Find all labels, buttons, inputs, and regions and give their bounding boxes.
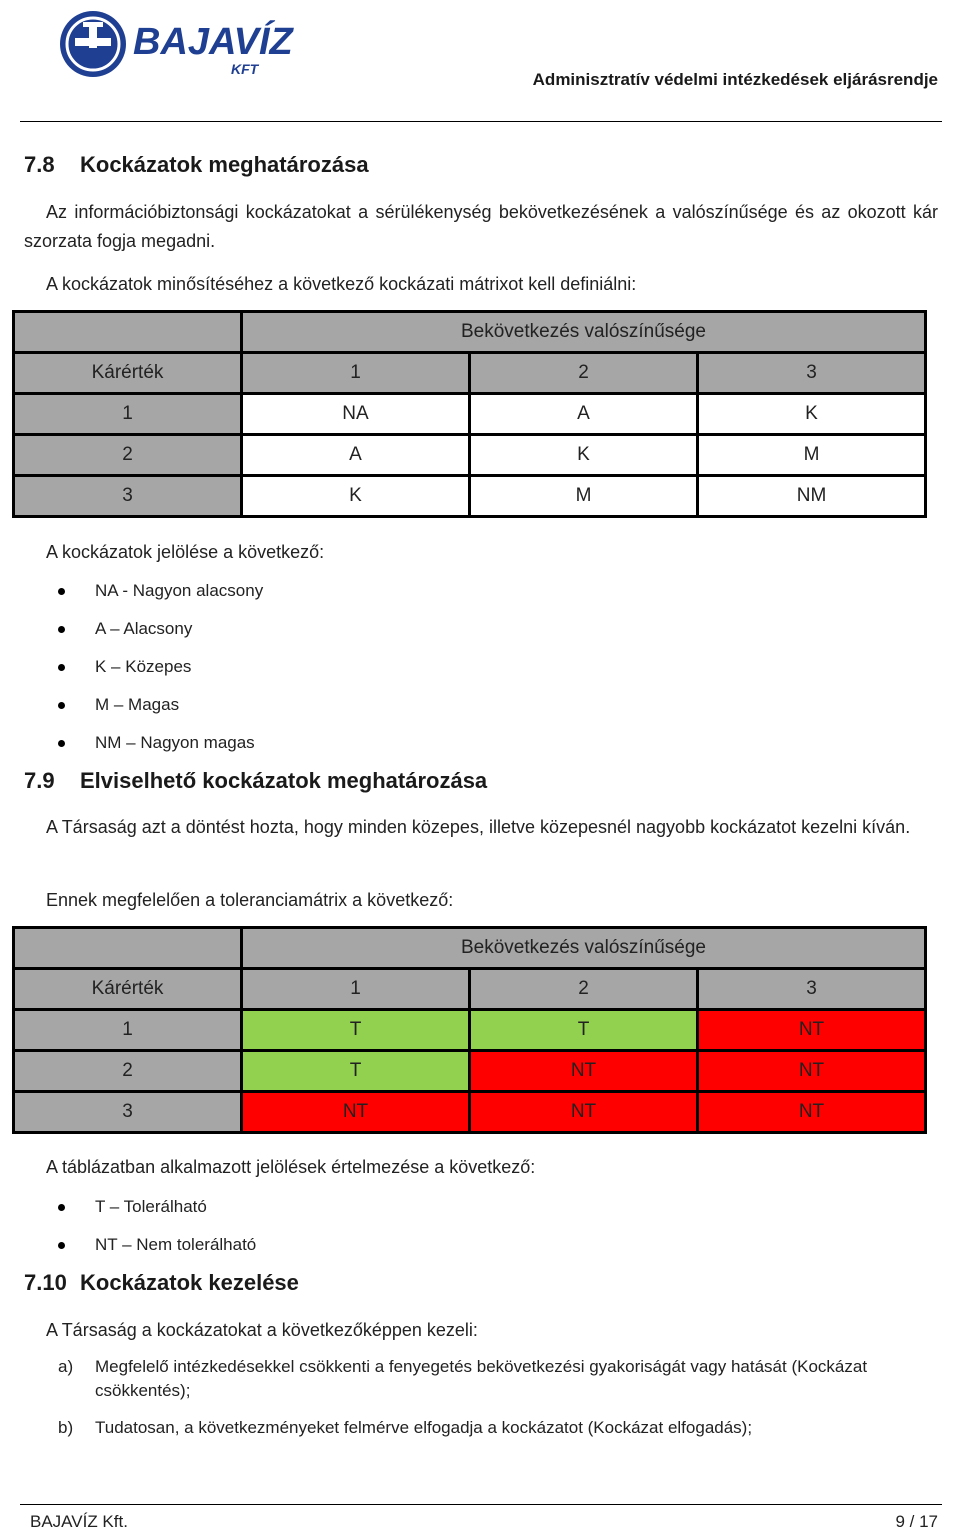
matrix-cell: NT xyxy=(242,1092,470,1133)
matrix-col-header: 3 xyxy=(698,353,926,394)
matrix-probability-header: Bekövetkezés valószínűsége xyxy=(242,312,926,353)
matrix-cell: M xyxy=(470,476,698,517)
header-divider xyxy=(20,121,942,122)
matrix-row-label: 1 xyxy=(14,394,242,435)
list-item: A – Alacsony xyxy=(58,618,263,656)
section-number: 7.9 xyxy=(24,768,55,793)
section-heading-7-8 xyxy=(24,152,369,178)
page-number: 9 / 17 xyxy=(895,1512,938,1531)
matrix-cell: T xyxy=(242,1010,470,1051)
company-logo xyxy=(55,8,295,80)
paragraph: A kockázatok minősítéséhez a következő kockázati mátrixot kell definiálni: xyxy=(46,274,637,294)
list-item: M – Magas xyxy=(58,694,263,732)
matrix-cell: M xyxy=(698,435,926,476)
tolerance-matrix xyxy=(12,926,927,1134)
matrix-col-header: 2 xyxy=(470,969,698,1010)
matrix-cell: K xyxy=(470,435,698,476)
matrix-cell: NA xyxy=(242,394,470,435)
list-item: NA - Nagyon alacsony xyxy=(58,580,263,618)
matrix-corner-cell xyxy=(14,928,242,969)
matrix-row-header: Kárérték xyxy=(14,969,242,1010)
paragraph: Az információbiztonsági kockázatokat a sérülékenység bekövetkezésének a valószínűsége és az okozott kár szorzata fogja megadni. xyxy=(24,202,938,251)
risk-legend-list xyxy=(58,580,263,770)
matrix-cell: A xyxy=(242,435,470,476)
handling-list xyxy=(58,1355,938,1453)
paragraph: A Társaság azt a döntést hozta, hogy minden közepes, illetve közepesnél nagyobb kockázatot kezelni kíván. xyxy=(46,817,911,837)
tolerance-legend-list xyxy=(58,1196,256,1272)
list-item: T – Tolerálható xyxy=(58,1196,256,1234)
list-marker: b) xyxy=(58,1418,74,1437)
matrix-cell: NM xyxy=(698,476,926,517)
section-title: Kockázatok meghatározása xyxy=(80,152,369,177)
risk-matrix xyxy=(12,310,927,518)
matrix-col-header: 1 xyxy=(242,353,470,394)
list-item-text: Megfelelő intézkedésekkel csökkenti a fenyegetés bekövetkezési gyakoriságát vagy hatását (Kockázat csökkentés); xyxy=(95,1357,868,1400)
paragraph: A kockázatok jelölése a következő: xyxy=(46,542,325,562)
matrix-row-header: Kárérték xyxy=(14,353,242,394)
matrix-cell: NT xyxy=(470,1092,698,1133)
list-marker: a) xyxy=(58,1357,74,1376)
matrix-col-header: 3 xyxy=(698,969,926,1010)
document-title: Adminisztratív védelmi intézkedések eljárásrendje xyxy=(532,70,938,89)
matrix-corner-cell xyxy=(14,312,242,353)
section-title: Elviselhető kockázatok meghatározása xyxy=(80,768,488,793)
matrix-row-label: 2 xyxy=(14,1051,242,1092)
matrix-cell: NT xyxy=(698,1051,926,1092)
section-number: 7.10 xyxy=(24,1270,67,1295)
svg-text:KFT: KFT xyxy=(231,61,259,77)
matrix-cell: T xyxy=(242,1051,470,1092)
section-title: Kockázatok kezelése xyxy=(80,1270,299,1295)
list-item xyxy=(58,1416,938,1440)
footer-divider xyxy=(20,1504,942,1505)
matrix-cell: NT xyxy=(698,1092,926,1133)
footer-company: BAJAVÍZ Kft. xyxy=(30,1512,128,1531)
matrix-cell: NT xyxy=(698,1010,926,1051)
matrix-row-label: 1 xyxy=(14,1010,242,1051)
list-item: K – Közepes xyxy=(58,656,263,694)
matrix-col-header: 2 xyxy=(470,353,698,394)
matrix-cell: T xyxy=(470,1010,698,1051)
section-heading-7-10 xyxy=(24,1270,299,1296)
matrix-row-label: 2 xyxy=(14,435,242,476)
list-item: NT – Nem tolerálható xyxy=(58,1234,256,1272)
matrix-cell: A xyxy=(470,394,698,435)
svg-text:BAJAVÍZ: BAJAVÍZ xyxy=(133,21,293,63)
paragraph: A Társaság a kockázatokat a következőképpen kezeli: xyxy=(46,1320,478,1340)
section-number: 7.8 xyxy=(24,152,55,177)
list-item xyxy=(58,1355,938,1403)
paragraph: Ennek megfelelően a toleranciamátrix a következő: xyxy=(46,890,454,910)
paragraph: A táblázatban alkalmazott jelölések értelmezése a következő: xyxy=(46,1157,536,1177)
matrix-col-header: 1 xyxy=(242,969,470,1010)
matrix-cell: NT xyxy=(470,1051,698,1092)
matrix-row-label: 3 xyxy=(14,476,242,517)
matrix-cell: K xyxy=(698,394,926,435)
list-item-text: Tudatosan, a következményeket felmérve elfogadja a kockázatot (Kockázat elfogadás); xyxy=(95,1418,753,1437)
matrix-cell: K xyxy=(242,476,470,517)
list-item: NM – Nagyon magas xyxy=(58,732,263,770)
section-heading-7-9 xyxy=(24,768,487,794)
matrix-probability-header: Bekövetkezés valószínűsége xyxy=(242,928,926,969)
matrix-row-label: 3 xyxy=(14,1092,242,1133)
